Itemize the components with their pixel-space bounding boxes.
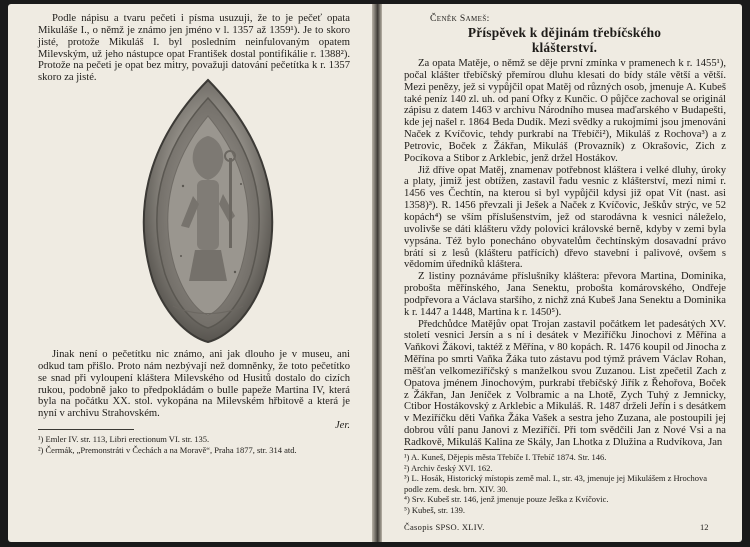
paragraph: Z listiny poznáváme příslušníky kláštera: převora Martina, Dominika, probošta měřínského, Jana Senektu, probošta komárovského, Ondřeje podpřevora a Václava staršího, z nichž zná Kubeš Jana Senektu a Dominika k r. 1447 a 1448, Martina k r. 1450⁵). [404, 271, 726, 318]
left-page [8, 4, 372, 542]
chapter-title [402, 26, 727, 56]
right-body-text [404, 58, 726, 449]
left-bottom-text [38, 349, 350, 432]
left-top-text [38, 13, 350, 84]
left-footnotes [38, 434, 350, 455]
footnote: ⁴) Srv. Kubeš str. 146, jenž jmenuje pouze Ješka z Kvíčovic. [404, 494, 609, 505]
right-page [382, 4, 742, 542]
chapter-author: Čeněk Sameš: [430, 13, 490, 24]
paragraph: Již dříve opat Matěj, znamenav potřebnost kláštera i velké dluhy, úroky a platy, jimiž jest obtížen, zastavil řadu vesnic z klášterství, mezi nimi r. 1456 ves Čechtín, na kterou si byl vypůjčil kdysi již opat Vít (nast. asi 1358)³). R. 1456 převzali ji Ješek a Naček z Kvíčovic, Ješkův strýc, ve 52 kopách⁴) se vším příslušenstvím, jež od starodávna k vesnici náleželo, uvolivše se dáti klášteru vždy polovici královské berně, kdyby v zemi byla vypsána. Též bylo ponecháno obyvatelům čechtínským dosavadní právo brátí si z lesů (klášteru patřících) dřevo stavební i palivové, ovšem s vědomím úředníků kláštera. [404, 164, 726, 271]
page-number: 12 [700, 522, 709, 532]
paragraph: Předchůdce Matějův opat Trojan zastavil počátkem let padesátých XV. století vesnici Jersín a s ní i desátek v Meziříčku Jinochovi z Měřína a Vaňkovi Žákovi, taktéž z Měřína, v 80 kopách. R. 1476 koupil od Jinocha z Měřína po smrti Vaňka Žáka tuto zástavu pod týmž právem Václav Rohan, měšťan velkomeziříčský s manželkou svou Zuzanou. List zpečetil Zach z Opatova jménem Jinochovým, purkrabí třebíčský Jiřík z Řehořova, Boček z Žákřan, Jan Jeníček z Volbramic a na Lhotě, Zych Tuhý z Jemnicky, Ctibor Hostákovský z Arklebic a Mikuláš. R. 1487 drželi Jeřín i s desátkem v Meziříčku děti Vaňka Žáka Vašek a sestra jeho Zuzana, ale postoupili jej dobrou vůlí panu Janovi z Meziříčí. Při tom svědčili Jan z Nové Vsi a na Radkově, Mikuláš Kalina ze Skály, Jan Lhotka z Dlužina a Rudvíkova, Jan [404, 318, 726, 448]
chapter-title-line: Příspěvek k dějinám třebíčského [467, 25, 662, 40]
seal-icon [123, 76, 293, 346]
paragraph: Podle nápisu a tvaru pečeti i písma usuzuji, že to je pečeť opata Mikuláše I., o němž je známo jen jméno v l. 1357 až 1359¹). Je to skoro jisté, protože Mikuláš I. byl posledním neinfulovaným opatem Milevským, už jeho nástupce opat František dostal pontifikálie r. 1388²). Protože na pečeti je opat bez mitry, považuji datování pečetítka k r. 1357 skoro za jisté. [38, 13, 350, 84]
footnote: ⁵) Kubeš, str. 139. [404, 504, 466, 515]
footnote-rule [38, 429, 134, 430]
paragraph: Za opata Matěje, o němž se děje první zmínka v pramenech k r. 1455¹), počal klášter třebíčský přemírou dluhu klesati do bídy stále větší a větší. Mezi penězy, jež si vypůjčil opat Matěj od různých osob, jmenuje A. Kubeš také peníz 140 zl. uh. od paní Ofky z Kunčic. O půjčce zachoval se originál zápisu z datem 1463 v archivu Národního musea maďarského v Budapešti, kde jej našel r. 1864 Beda Dudík. Mezi svědky a rukojmími jsou jmenováni Naček z Kvíčovic, tehdy purkrabí na Třebíči²), Mikuláš z Rochova³) a z Petrovic, Boček z Žákřan, Mikuláš (Provazník) z Okrašovic, Zich z Pocíkova a Stibor z Arklebic, jenž držel Hostákov. [404, 58, 726, 164]
footnote: ²) Archiv český XVI. 162. [404, 462, 493, 473]
footnote: ³) L. Hosák, Historický místopis země mal. I., str. 43, jmenuje jej Mikulášem z Hrochova podle zem. desk. brn. XIV. 30. [404, 473, 708, 494]
footnote-rule [404, 449, 500, 450]
journal-name: Časopis SPSO. XLIV. [404, 522, 485, 532]
paragraph: Jinak není o pečetítku nic známo, ani jak dlouho je v museu, ani odkud tam přišlo. Proto nám nezbývají než domněnky, že toto pečetítko se snad při vyloupení kláštera Milevského od Husitů dostalo do cizích rukou, podobně jako to předpokládám o bulle papeže Martina IV, která byla na počátku XX. stol. vykopána na Milevském hřbitově a která je nyní v archivu Strahovském. [38, 349, 350, 420]
footnote: ²) Čermák, „Premonstráti v Čechách a na Moravě“, Praha 1877, str. 314 atd. [38, 444, 297, 455]
footnote: ¹) Emler IV. str. 113, Libri erectionum VI. str. 135. [38, 434, 210, 444]
footnote: ¹) A. Kuneš, Dějepis města Třebíče I. Třebíč 1874. Str. 146. [404, 452, 607, 462]
chapter-title-line: klášterství. [531, 39, 598, 55]
right-footnotes [404, 452, 726, 516]
signature: Jer. [334, 420, 350, 432]
seal-image [123, 76, 293, 346]
book-gutter [372, 4, 382, 542]
